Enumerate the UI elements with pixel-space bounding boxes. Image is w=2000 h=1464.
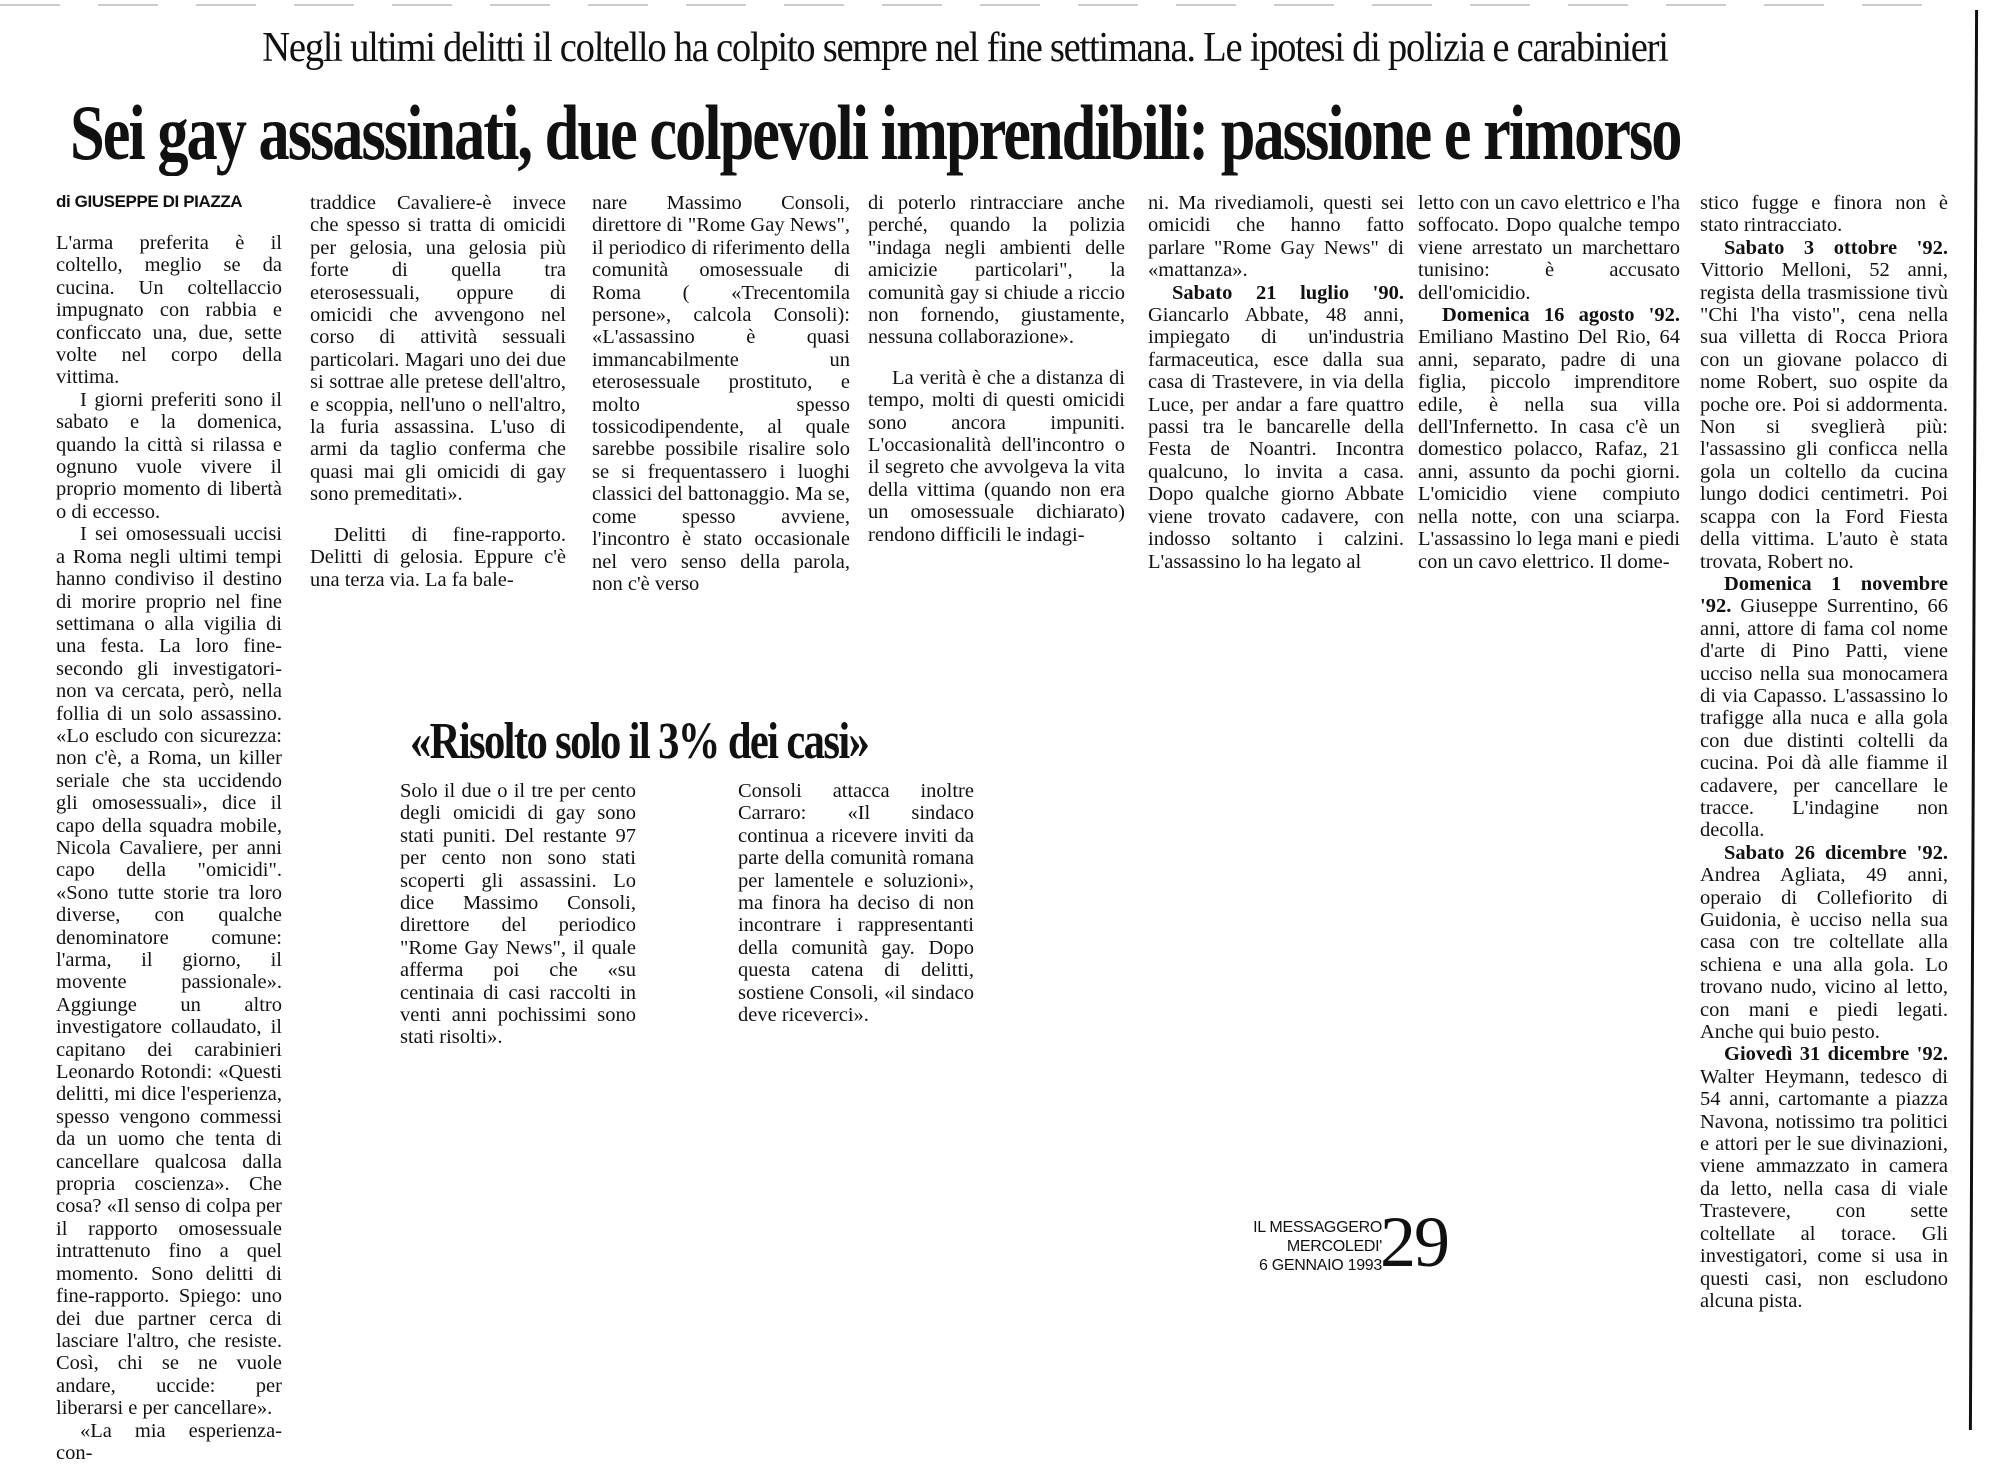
date-head: Sabato 26 dicembre '92. — [1724, 841, 1948, 864]
article-column-5 — [1148, 192, 1404, 573]
article-column-4 — [868, 192, 1125, 546]
article-column-6 — [1418, 192, 1680, 573]
case-entry: Sabato 3 ottobre '92. Vittorio Melloni, 52 anni, regista della trasmissione tivù "Chi l'ha visto", cena nella sua villetta di Rocca Priora con un giovane polacco di nome Robert, suo ospite da poche ore. Poi si addormenta. Non si sveglierà più: l'assassino gli conficca nella gola un coltello da cucina lungo dodici centimetri. Poi scappa con la Ford Fiesta della vittima. L'auto è stata trovata, Robert no. — [1700, 236, 1948, 573]
case-entry: Giovedì 31 dicembre '92. Walter Heymann, tedesco di 54 anni, cartomante a piazza Navona, notissimo tra politici e attori per le sue divinazioni, viene ammazzato in camera da letto, nella casa di viale Trastevere, con sette coltellate al torace. Gli investigatori, come si usa in questi casi, non escludono alcuna pista. — [1700, 1043, 1948, 1312]
date-head: Sabato 21 luglio '90. — [1172, 281, 1404, 304]
article-column-2 — [310, 192, 566, 591]
paragraph: I sei omosessuali uccisi a Roma negli ultimi tempi hanno condiviso il destino di morire proprio nel fine settimana o alla vigilia di una festa. La loro fine-secondo gli investigatori-non va cercata, però, nella follia di un solo assassino. «Lo escludo con sicurezza: non c'è, a Roma, un killer seriale che sta uccidendo gli omosessuali», dice il capo della squadra mobile, Nicola Cavaliere, per anni capo della "omicidi". «Sono tutte storie tra loro diverse, con qualche denominatore comune: l'arma, il giorno, il movente passionale». Aggiunge un altro investigatore collaudato, il capitano dei carabinieri Leonardo Rotondi: «Questi delitti, mi dice l'esperienza, spesso vengono commessi da un uomo che tenta di cancellare qualcosa dalla propria coscienza». Che cosa? «Il senso di colpa per il rapporto omosessuale intrattenuto fino a quel momento. Sono delitti di fine-rapporto. Spiego: uno dei due partner cerca di lasciare l'altro, che resiste. Così, chi se ne vuole andare, uccide: per liberarsi e per cancellare». — [56, 523, 282, 1420]
top-crop-border — [0, 4, 1960, 6]
case-entry: Sabato 21 luglio '90. Giancarlo Abbate, 48 anni, impiegato di un'industria farmaceutica, esce dalla sua casa di Trastevere, in via della Luce, per andar a fare quattro passi tra le bancarelle della Festa de Noantri. Incontra qualcuno, lo invita a casa. Dopo qualche giorno Abbate viene trovato cadavere, con indosso soltanto i calzini. L'assassino lo ha legato al — [1148, 281, 1404, 573]
article-column-7 — [1700, 192, 1948, 1312]
folio — [1222, 1218, 1382, 1275]
column-rule — [1969, 10, 1978, 1430]
issue-date: 6 GENNAIO 1993 — [1259, 1257, 1382, 1274]
paragraph: traddice Cavaliere-è invece che spesso si tratta di omicidi per gelosia, una gelosia più forte di quella tra eterosessuali, oppure di omicidi che avvengono nel corso di attività sessuali particolari. Magari uno dei due si sottrae alle pretese dell'altro, e scoppia, nell'uno o nell'altro, la furia assassina. L'uso di armi da taglio conferma che quasi mai gli omicidi di gay sono premeditati». — [310, 192, 566, 506]
date-head: Giovedì 31 dicembre '92. — [1724, 1043, 1948, 1066]
byline: di GIUSEPPE DI PIAZZA — [56, 192, 243, 211]
paragraph: L'arma preferita è il coltello, meglio se da cucina. Un coltellaccio impugnato con rabbia e conficcato una, due, sette volte nel corpo della vittima. — [56, 232, 282, 389]
article-column-1 — [56, 232, 282, 1464]
paragraph: La verità è che a distanza di tempo, molti di questi omicidi sono ancora impuniti. L'occasionalità dell'incontro o il segreto che avvolgeva la vita della vittima (quando non era un omosessuale dichiarato) rendono difficili le indagi- — [868, 366, 1125, 546]
newspaper-name: IL MESSAGGERO — [1253, 1219, 1382, 1236]
case-entry: Domenica 1 novembre '92. Giuseppe Surrentino, 66 anni, attore di fama col nome d'arte di Pino Patti, viene ucciso nella sua monocamera di via Capasso. L'assassino lo trafigge alla nuca e alla gola con due distinti coltelli da cucina. Poi dà alle fiamme il cadavere, per cancellare le tracce. L'indagine non decolla. — [1700, 572, 1948, 842]
article-column-3 — [592, 192, 850, 595]
date-head: Sabato 3 ottobre '92. — [1724, 236, 1948, 259]
kicker: Negli ultimi delitti il coltello ha colpito sempre nel fine settimana. Le ipotesi di polizia e carabinieri — [262, 25, 1668, 71]
date-head: Domenica 16 agosto '92. — [1442, 304, 1680, 327]
page-number: 29 — [1380, 1202, 1448, 1282]
paragraph: Delitti di fine-rapporto. Delitti di gelosia. Eppure c'è una terza via. La fa bale- — [310, 523, 566, 591]
weekday: MERCOLEDI' — [1286, 1238, 1382, 1255]
paragraph: I giorni preferiti sono il sabato e la domenica, quando la città si rilassa e ognuno vuole vivere il proprio momento di libertà o di eccesso. — [56, 388, 282, 523]
paragraph: di poterlo rintracciare anche perché, quando la polizia "indaga negli ambienti delle amicizie particolari", la comunità gay si chiude a riccio non fornendo, giustamente, nessuna collaborazione». — [868, 192, 1125, 349]
case-entry: Sabato 26 dicembre '92. Andrea Agliata, 49 anni, operaio di Collefiorito di Guidonia, è ucciso nella sua casa con tre coltellate alla schiena e una alla gola. Lo trovano nudo, vicino al letto, con mani e piedi legati. Anche qui buio pesto. — [1700, 841, 1948, 1044]
sidebar-box-column-1: Solo il due o il tre per cento degli omicidi di gay sono stati puniti. Del restante 97 per cento non sono stati scoperti gli assassini. Lo dice Massimo Consoli, direttore del periodico "Rome Gay News", il quale afferma poi che «su centinaia di casi raccolti in venti anni pochissimi sono stati risolti». — [400, 780, 636, 1049]
sidebar-box-column-2: Consoli attacca inoltre Carraro: «Il sindaco continua a ricevere inviti da parte della comunità romana per lamentele e soluzioni», ma finora ha deciso di non incontrare i rappresentanti della comunità gay. Dopo questa catena di delitti, sostiene Consoli, «il sindaco deve riceverci». — [738, 780, 974, 1027]
paragraph: stico fugge e finora non è stato rintracciato. — [1700, 192, 1948, 237]
case-entry: Domenica 16 agosto '92. Emiliano Mastino Del Rio, 64 anni, separato, padre di una figlia, piccolo imprenditore edile, è nella sua villa dell'Infernetto. In casa c'è un domestico polacco, Rafaz, 21 anni, assunto da pochi giorni. L'omicidio viene compiuto nella notte, con una sciarpa. L'assassino lo lega mani e piedi con un cavo elettrico. Il dome- — [1418, 304, 1680, 573]
headline: Sei gay assassinati, due colpevoli imprendibili: passione e rimorso — [70, 89, 1681, 176]
sidebar-box-title: «Risolto solo il 3% dei casi» — [410, 713, 869, 770]
paragraph: «La mia esperienza-con- — [56, 1419, 282, 1464]
paragraph: ni. Ma rivediamoli, questi sei omicidi che hanno fatto parlare "Rome Gay News" di «mattanza». — [1148, 192, 1404, 282]
paragraph: nare Massimo Consoli, direttore di "Rome Gay News", il periodico di riferimento della comunità omosessuale di Roma ( «Trecentomila persone», calcola Consoli): «L'assassino è quasi immancabilmente un eterosessuale prostituto, e molto spesso tossicodipendente, al quale sarebbe possibile risalire solo se si frequentassero i luoghi classici del battonaggio. Ma se, come spesso avviene, l'incontro è stato occasionale nel vero senso della parola, non c'è verso — [592, 192, 850, 595]
paragraph: letto con un cavo elettrico e l'ha soffocato. Dopo qualche tempo viene arrestato un marchettaro tunisino: è accusato dell'omicidio. — [1418, 192, 1680, 304]
date-head: Domenica 1 novembre '92. — [1700, 572, 1948, 618]
